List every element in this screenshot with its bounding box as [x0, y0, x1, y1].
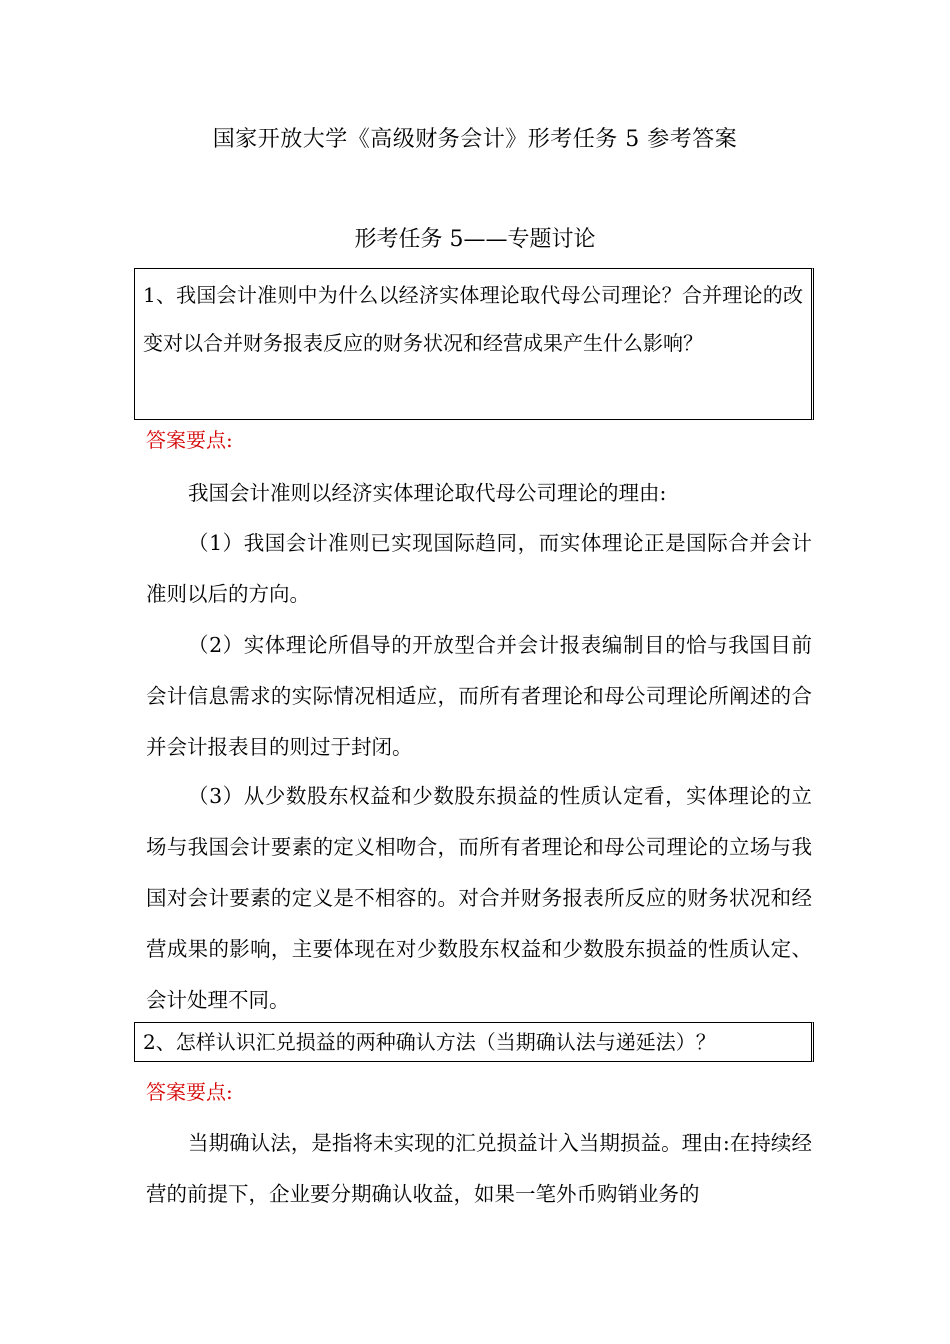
question-2-box: 2、怎样认识汇兑损益的两种确认方法（当期确认法与递延法）？	[134, 1022, 814, 1062]
document-title: 国家开放大学《高级财务会计》形考任务 5 参考答案	[212, 127, 738, 152]
answer-1-point-2: （2）实体理论所倡导的开放型合并会计报表编制目的恰与我国目前会计信息需求的实际情况相适应，而所有者理论和母公司理论所阐述的合并会计报表目的则过于封闭。	[146, 633, 812, 759]
answer-key-label-2: 答案要点:	[146, 1080, 233, 1104]
answer-1-point-1: （1）我国会计准则已实现国际趋同，而实体理论正是国际合并会计准则以后的方向。	[146, 531, 812, 606]
question-1-box: 1、我国会计准则中为什么以经济实体理论取代母公司理论？合并理论的改变对以合并财务报表反应的财务状况和经营成果产生什么影响？	[134, 268, 814, 420]
answer-key-label-1: 答案要点:	[146, 428, 233, 452]
answer-2-point-1: 当期确认法，是指将未实现的汇兑损益计入当期损益。理由:在持续经营的前提下，企业要分期确认收益，如果一笔外币购销业务的	[146, 1131, 812, 1206]
answer-1-point-3: （3）从少数股东权益和少数股东损益的性质认定看，实体理论的立场与我国会计要素的定义相吻合，而所有者理论和母公司理论的立场与我国对会计要素的定义是不相容的。对合并财务报表所反应的财务状况和经营成果的影响，主要体现在对少数股东权益和少数股东损益的性质认定、会计处理不同。	[146, 784, 812, 1012]
answer-1-intro: 我国会计准则以经济实体理论取代母公司理论的理由:	[188, 481, 667, 505]
document-subtitle: 形考任务 5——专题讨论	[354, 227, 596, 252]
